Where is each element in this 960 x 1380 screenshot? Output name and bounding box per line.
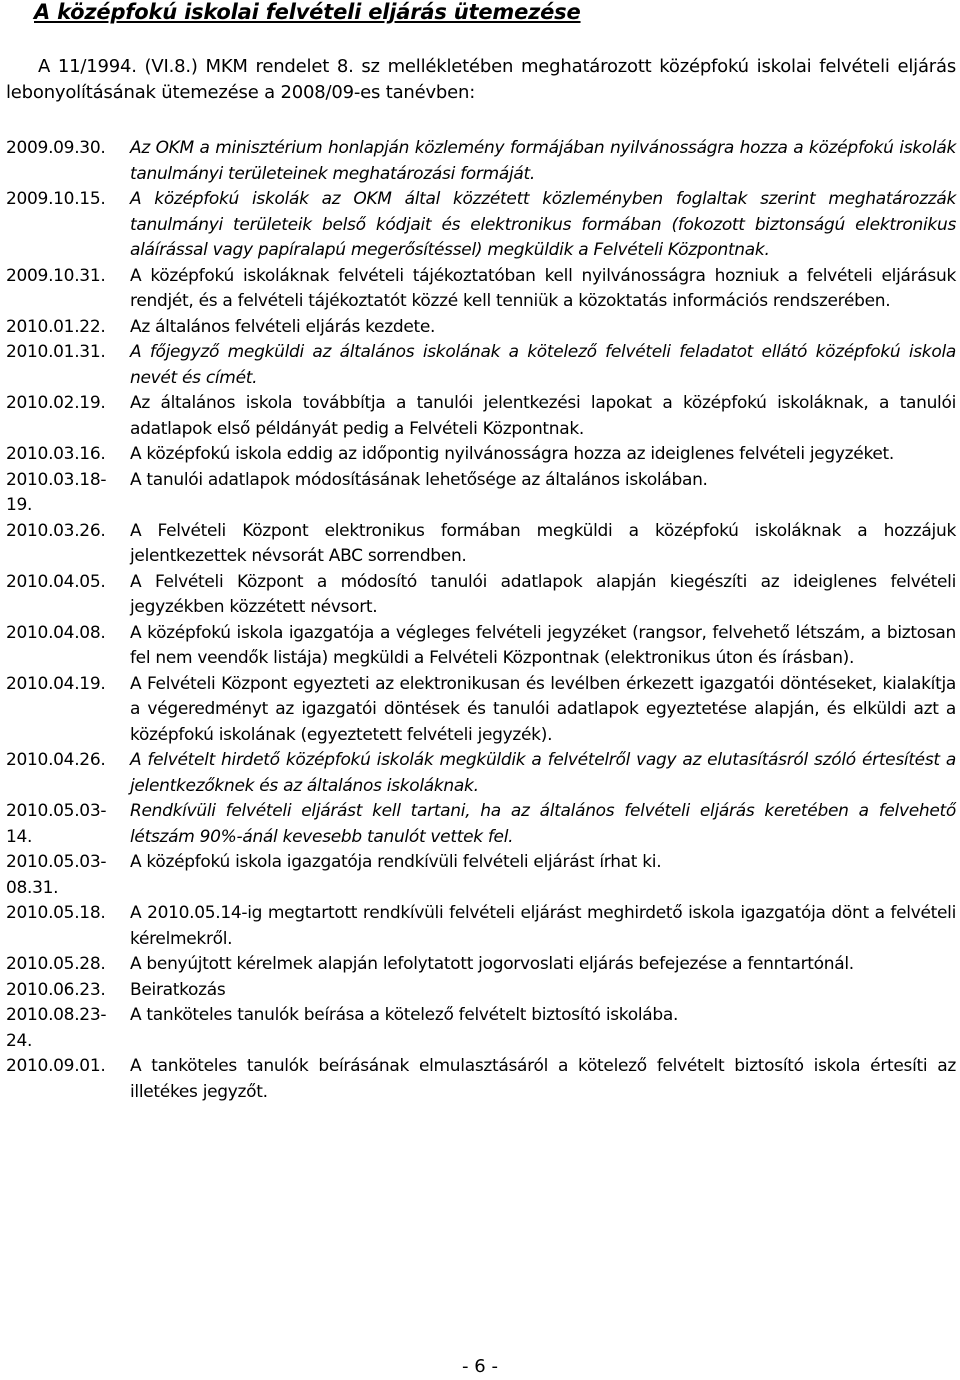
entry-text: A tanköteles tanulók beírása a kötelező felvételt biztosító iskolába. <box>130 1005 679 1025</box>
entry-date: 2010.08.23-24. <box>6 1005 107 1051</box>
entry-text: A középfokú iskola igazgatója a végleges felvételi jegyzéket (rangsor, felvehető létszám, a biztosan fel nem veendők listája) megküldi a Felvételi Központnak (elektronikus úton és írásban). <box>130 622 956 668</box>
entry-text: A benyújtott kérelmek alapján lefolytatott jogorvoslati eljárás befejezése a fenntartónál. <box>130 954 854 974</box>
schedule-entry <box>6 952 956 978</box>
schedule-entry <box>6 519 956 570</box>
schedule-entry <box>6 901 956 952</box>
entry-date: 2010.03.18-19. <box>6 469 107 515</box>
entry-text: A felvételt hirdető középfokú iskolák megküldik a felvételről vagy az elutasításról szóló értesítést a jelentkezőknek és az általános iskoláknak. <box>130 750 956 796</box>
entry-text: A Felvételi Központ egyezteti az elektronikusan és levélben érkezett igazgatói döntéseket, kialakítja a végeredményt az igazgatói döntések és tanulói adatlapok egyeztetése alapján, és elküldi azt a középfokú iskolának (egyeztetett felvételi jegyzék). <box>130 673 956 745</box>
entry-date: 2010.01.22. <box>6 316 106 337</box>
entry-text: A középfokú iskoláknak felvételi tájékoztatóban kell nyilvánosságra hozniuk a felvételi eljárásuk rendjét, és a felvételi tájékoztatót közzé kell tenniük a közoktatás információs rendszerében. <box>130 265 956 311</box>
schedule-entry <box>6 315 956 341</box>
entry-text: Rendkívüli felvételi eljárást kell tartani, ha az általános felvételi eljárás keretében a felvehető létszám 90%-ánál kevesebb tanulót vettek fel. <box>130 801 956 847</box>
entry-text: A tanulói adatlapok módosításának lehetősége az általános iskolában. <box>130 469 708 490</box>
schedule-entry <box>6 187 956 264</box>
page-number: - 6 - <box>462 1356 498 1377</box>
entry-date: 2009.09.30. <box>6 138 106 158</box>
entry-text: A középfokú iskola igazgatója rendkívüli felvételi eljárást írhat ki. <box>130 852 662 872</box>
entry-text: Az általános felvételi eljárás kezdete. <box>130 316 436 337</box>
schedule-entry <box>6 748 956 799</box>
schedule-entry <box>6 978 956 1004</box>
entry-text: Az általános iskola továbbítja a tanulói jelentkezési lapokat a középfokú iskoláknak, a tanulói adatlapok első példányát pedig a Felvételi Központnak. <box>130 393 956 439</box>
entry-date: 2010.04.05. <box>6 571 106 592</box>
schedule-entry <box>6 391 956 442</box>
schedule-entry <box>6 468 956 519</box>
schedule-entry <box>6 340 956 391</box>
entry-text: Az OKM a minisztérium honlapján közlemény formájában nyilvánosságra hozza a középfokú iskolák tanulmányi területeinek meghatározási formáját. <box>130 138 956 184</box>
entry-text: A középfokú iskolák az OKM által közzétett közleményben foglaltak szerint meghatározzák tanulmányi területeik belső kódjait és elektronikus formában (fokozott biztonságú elektronikus aláírással vagy papíralapú megerősítéssel) megküldik a Felvételi Központnak. <box>130 189 956 260</box>
entry-date: 2010.09.01. <box>6 1056 106 1076</box>
entry-date: 2010.04.19. <box>6 673 106 694</box>
entry-text: A főjegyző megküldi az általános iskolának a kötelező felvételi feladatot ellátó középfokú iskola nevét és címét. <box>130 342 956 388</box>
entry-text: A Felvételi Központ a módosító tanulói adatlapok alapján kiegészíti az ideiglenes felvételi jegyzékben közzétett névsort. <box>130 571 956 617</box>
entry-text: Beiratkozás <box>130 979 226 1000</box>
schedule-entry <box>6 672 956 749</box>
schedule-entry <box>6 264 956 315</box>
entry-date: 2010.02.19. <box>6 393 106 413</box>
entry-text: A Felvételi Központ elektronikus formában megküldi a középfokú iskoláknak a hozzájuk jelentkezettek névsorát ABC sorrendben. <box>130 520 956 566</box>
entry-date: 2010.05.18. <box>6 903 106 923</box>
intro-paragraph: A 11/1994. (VI.8.) MKM rendelet 8. sz mellékletében meghatározott középfokú iskolai felvételi eljárás lebonyolításának ütemezése a 2008/09-es tanévben: <box>6 56 956 103</box>
entry-text: A középfokú iskola eddig az időpontig nyilvánosságra hozza az ideiglenes felvételi jegyzéket. <box>130 444 895 464</box>
entry-date: 2010.05.03-14. <box>6 801 107 847</box>
schedule-entry <box>6 850 956 901</box>
page-title: A középfokú iskolai felvételi eljárás ütemezése <box>34 0 581 24</box>
entry-date: 2010.03.16. <box>6 444 106 464</box>
schedule-entry <box>6 1003 956 1054</box>
schedule-entry <box>6 136 956 187</box>
schedule-entry <box>6 1054 956 1105</box>
entry-date: 2010.03.26. <box>6 520 106 541</box>
entry-date: 2010.04.08. <box>6 622 106 643</box>
entry-date: 2010.05.28. <box>6 954 106 974</box>
entry-date: 2010.04.26. <box>6 750 106 770</box>
entry-date: 2009.10.15. <box>6 189 106 209</box>
entry-date: 2010.06.23. <box>6 979 106 1000</box>
schedule-entry <box>6 799 956 850</box>
entry-date: 2010.05.03-08.31. <box>6 852 107 898</box>
schedule-entry <box>6 442 956 468</box>
entry-date: 2010.01.31. <box>6 342 106 362</box>
schedule-entry <box>6 570 956 621</box>
schedule-entry <box>6 621 956 672</box>
entry-date: 2009.10.31. <box>6 265 106 286</box>
entry-text: A tanköteles tanulók beírásának elmulasztásáról a kötelező felvételt biztosító iskola értesíti az illetékes jegyzőt. <box>130 1056 956 1102</box>
entry-text: A 2010.05.14-ig megtartott rendkívüli felvételi eljárást meghirdető iskola igazgatója dönt a felvételi kérelmekről. <box>130 903 956 949</box>
schedule-list <box>6 136 956 1105</box>
